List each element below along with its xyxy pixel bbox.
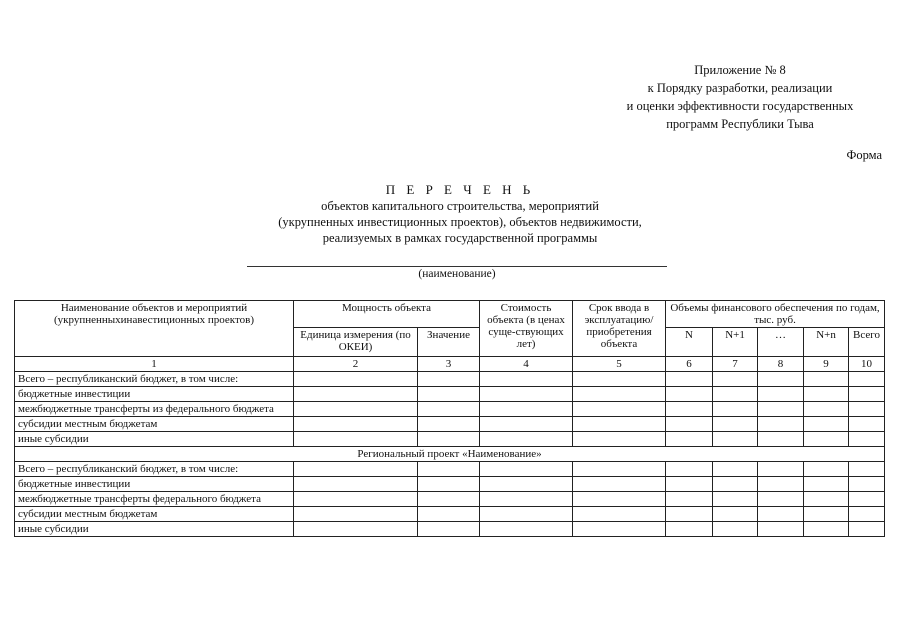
appendix-line: и оценки эффективности государственных xyxy=(626,99,854,113)
section-title: Региональный проект «Наименование» xyxy=(15,447,885,462)
row-label: межбюджетные трансферты из федерального бюджета xyxy=(15,402,294,417)
name-underline xyxy=(247,266,667,267)
header-nn: N+n xyxy=(804,328,849,357)
col-number: 3 xyxy=(418,357,480,372)
col-number: 2 xyxy=(294,357,418,372)
name-caption: (наименование) xyxy=(418,268,496,280)
header-capacity: Мощность объекта xyxy=(294,301,480,328)
header-n: N xyxy=(666,328,713,357)
header-value: Значение xyxy=(418,328,480,357)
table-row xyxy=(15,492,885,507)
objects-table xyxy=(14,300,885,537)
header-dots: … xyxy=(758,328,804,357)
header-cost: Стоимость объекта (в ценах суще-ствующих лет) xyxy=(480,301,573,357)
table-row xyxy=(15,372,885,387)
row-label: субсидии местным бюджетам xyxy=(15,507,294,522)
table-row xyxy=(15,522,885,537)
header-unit: Единица измерения (по ОКЕИ) xyxy=(294,328,418,357)
row-label: Всего – республиканский бюджет, в том числе: xyxy=(15,462,294,477)
title-main: П Е Р Е Ч Е Н Ь xyxy=(385,182,535,197)
table-header-row xyxy=(15,301,885,328)
title-line: объектов капитального строительства, мероприятий xyxy=(321,199,599,213)
header-name: Наименование объектов и мероприятий (укрупненныхинавестиционных проектов) xyxy=(15,301,294,357)
row-label: бюджетные инвестиции xyxy=(15,387,294,402)
form-label: Форма xyxy=(846,148,882,162)
col-number: 4 xyxy=(480,357,573,372)
header-n1: N+1 xyxy=(713,328,758,357)
header-volume: Объемы финансового обеспечения по годам, тыс. руб. xyxy=(666,301,885,328)
col-number: 1 xyxy=(15,357,294,372)
table-row xyxy=(15,432,885,447)
table-row xyxy=(15,417,885,432)
appendix-line: Приложение № 8 xyxy=(694,63,786,77)
col-number: 5 xyxy=(573,357,666,372)
column-number-row xyxy=(15,357,885,372)
row-label: Всего – республиканский бюджет, в том числе: xyxy=(15,372,294,387)
table-row xyxy=(15,507,885,522)
table-row xyxy=(15,387,885,402)
table-row xyxy=(15,402,885,417)
row-label: субсидии местным бюджетам xyxy=(15,417,294,432)
title-line: (укрупненных инвестиционных проектов), объектов недвижимости, xyxy=(278,215,642,229)
document-title xyxy=(190,182,730,246)
col-number: 8 xyxy=(758,357,804,372)
col-number: 6 xyxy=(666,357,713,372)
row-label: иные субсидии xyxy=(15,522,294,537)
row-label: бюджетные инвестиции xyxy=(15,477,294,492)
header-total: Всего xyxy=(849,328,885,357)
col-number: 10 xyxy=(849,357,885,372)
table-row xyxy=(15,477,885,492)
header-term: Срок ввода в эксплуатацию/ приобретения объекта xyxy=(573,301,666,357)
title-line: реализуемых в рамках государственной программы xyxy=(322,231,598,245)
appendix-line: к Порядку разработки, реализации xyxy=(647,81,833,95)
row-label: межбюджетные трансферты федерального бюджета xyxy=(15,492,294,507)
col-number: 9 xyxy=(804,357,849,372)
section-row xyxy=(15,447,885,462)
col-number: 7 xyxy=(713,357,758,372)
table-row xyxy=(15,462,885,477)
row-label: иные субсидии xyxy=(15,432,294,447)
appendix-line: программ Республики Тыва xyxy=(666,117,814,131)
appendix-block xyxy=(560,61,905,133)
